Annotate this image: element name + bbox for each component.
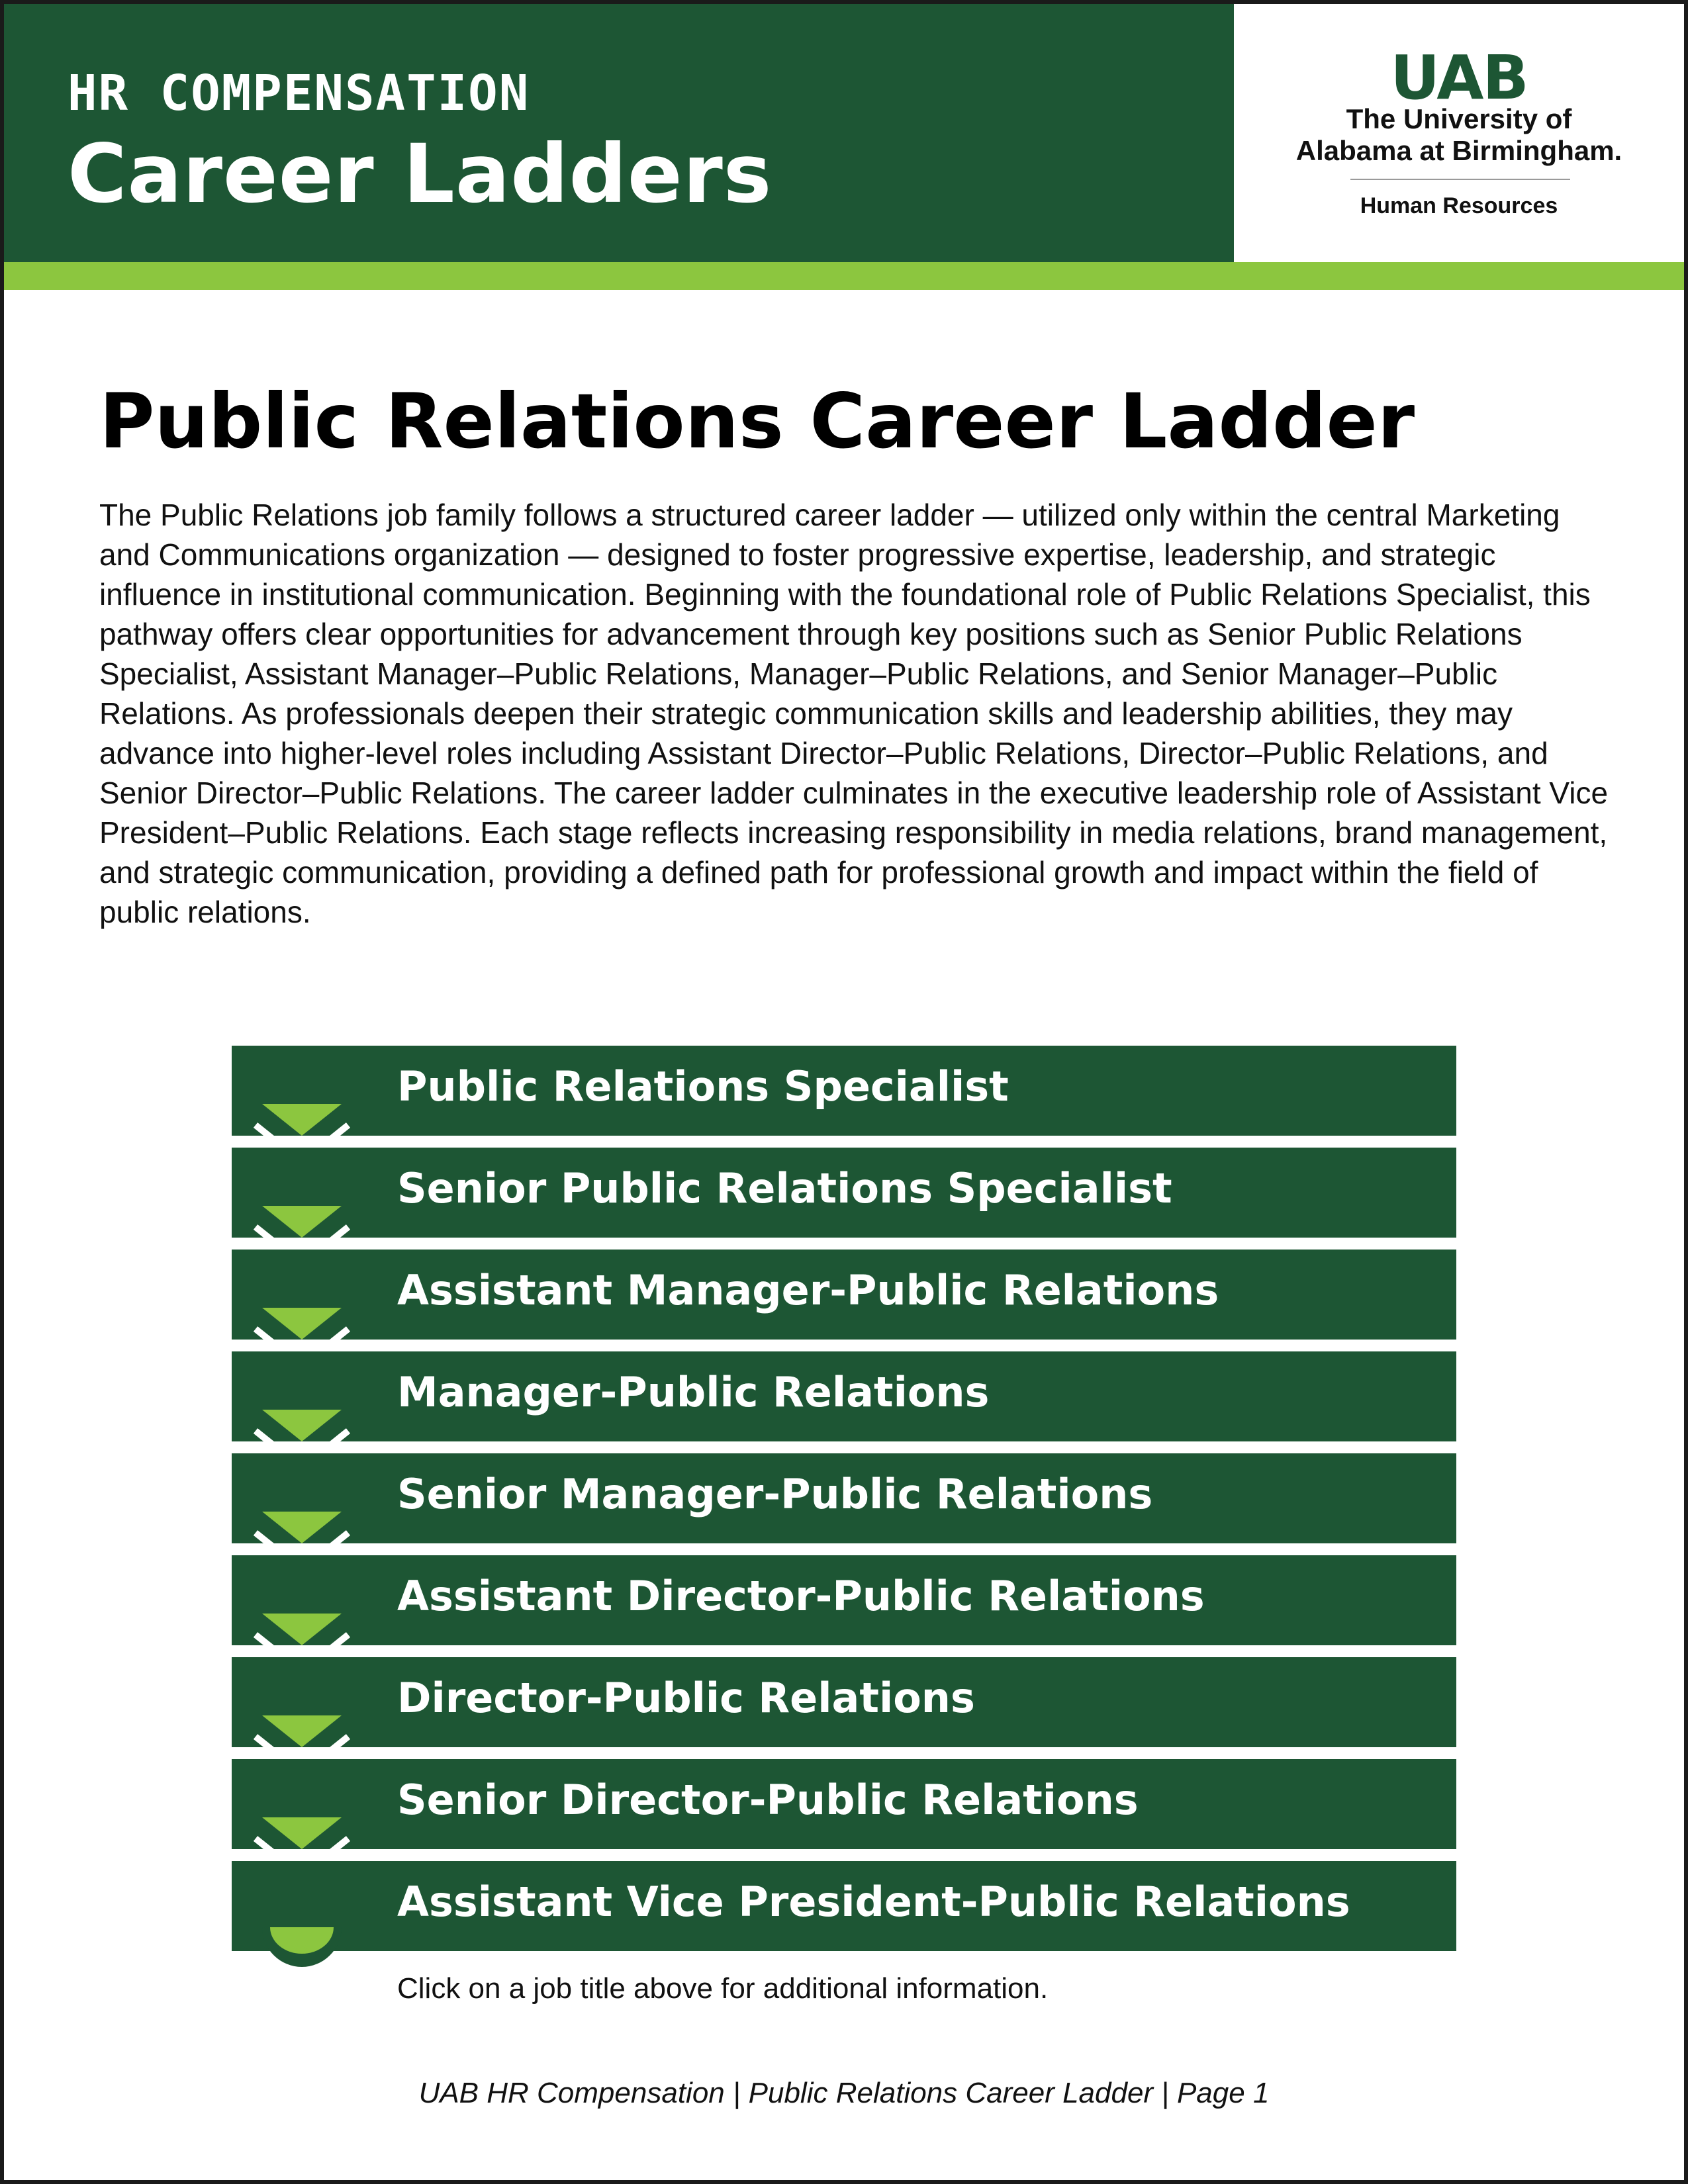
ladder-step[interactable]	[232, 1555, 1456, 1645]
ladder-step-label: Assistant Manager-Public Relations	[397, 1266, 1219, 1314]
ladder-step[interactable]	[232, 1453, 1456, 1543]
uab-logo-line-1: The University of	[1346, 103, 1572, 134]
ladder-step-label: Public Relations Specialist	[397, 1062, 1009, 1111]
ladder-step[interactable]	[232, 1351, 1456, 1441]
accent-bar	[4, 262, 1684, 290]
page-title: Public Relations Career Ladder	[99, 377, 1415, 465]
ladder-step[interactable]	[232, 1046, 1456, 1136]
ladder-note: Click on a job title above for additional information.	[397, 1972, 1049, 2005]
ladder-step-label: Senior Public Relations Specialist	[397, 1164, 1172, 1212]
ladder-step[interactable]	[232, 1148, 1456, 1238]
uab-logo-mark: UAB	[1390, 42, 1528, 113]
header-eyebrow: HR COMPENSATION	[68, 65, 530, 122]
ladder-step-label: Assistant Vice President-Public Relations	[397, 1878, 1350, 1926]
uab-logo-line-2: Alabama at Birmingham.	[1295, 135, 1622, 166]
logo-divider	[1350, 179, 1570, 180]
uab-logo-subline: Human Resources	[1360, 193, 1558, 218]
ladder-step-label: Senior Manager-Public Relations	[397, 1470, 1153, 1518]
ladder-step[interactable]	[232, 1861, 1456, 1951]
ladder-step[interactable]	[232, 1250, 1456, 1340]
header-title: Career Ladders	[68, 127, 773, 221]
ladder-step-label: Assistant Director-Public Relations	[397, 1572, 1205, 1620]
intro-paragraph: The Public Relations job family follows a structured career ladder — utilized only within the central Marketing and Communications organization — designed to foster progressive expertise, leadership, and strategic influence in institutional communication. Beginning with the foundational role of Public Relations Specialist, this pathway offers clear opportunities for advancement through key positions such as Senior Public Relations Specialist, Assistant Manager–Public Relations, Manager–Public Relations, and Senior Manager–Public Relations. As professionals deepen their strategic communication skills and leadership abilities, they may advance into higher-level roles including Assistant Director–Public Relations, Director–Public Relations, and Senior Director–Public Relations. The career ladder culminates in the executive leadership role of Assistant Vice President–Public Relations. Each stage reflects increasing responsibility in media relations, brand management, and strategic communication, providing a defined path for professional growth and impact within the field of public relations.	[99, 498, 1609, 929]
page-footer: UAB HR Compensation | Public Relations Career Ladder | Page 1	[418, 2077, 1270, 2109]
ladder-step[interactable]	[232, 1657, 1456, 1747]
uab-logo	[1234, 4, 1684, 262]
ladder-step-label: Senior Director-Public Relations	[397, 1776, 1139, 1824]
ladder-end-cap-icon	[262, 1927, 342, 1974]
ladder-step-label: Director-Public Relations	[397, 1674, 975, 1722]
ladder-step[interactable]	[232, 1759, 1456, 1849]
header-banner	[4, 4, 1234, 262]
ladder-step-label: Manager-Public Relations	[397, 1368, 990, 1416]
